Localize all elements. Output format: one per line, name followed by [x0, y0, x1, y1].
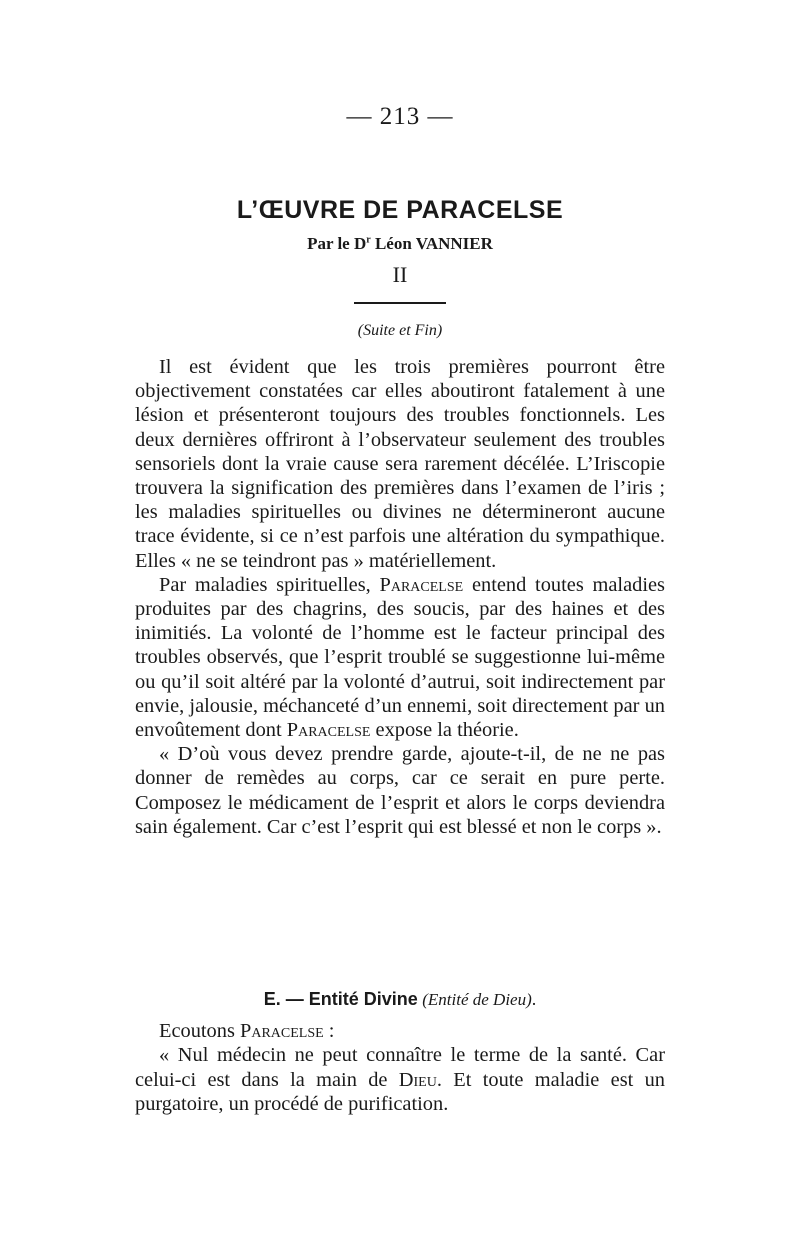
paragraph-4-b: : [323, 1020, 335, 1042]
main-text [135, 355, 665, 839]
continued-note: (Suite et Fin) [357, 322, 443, 339]
paragraph-2 [135, 573, 665, 742]
author-line [0, 234, 800, 254]
part-number: II [392, 262, 408, 287]
paragraph-4 [135, 1019, 665, 1043]
paracelse-name: Paracelse [240, 1020, 324, 1042]
author-prefix-sup: r [366, 234, 371, 246]
paragraph-5-a: « Nul médecin ne peut connaître le terme de la santé. Car celui-ci est dans la main de [135, 1044, 665, 1091]
section-text [135, 1019, 665, 1117]
paragraph-2-b: entend toutes maladies produites par des chagrins, des soucis, par des haines et des inimitiés. La volonté de l’homme est le facteur principal des troubles observés, que l’esprit troublé se suggestionne lui-même ou qu’il soit altéré par la volonté d’autrui, soit indirectement par envie, jalousie, méchanceté d’un ennemi, soit directement par un envoûtement dont [135, 573, 665, 742]
page-number: — 213 — [346, 103, 454, 130]
paragraph-5-b: . Et toute maladie est un purgatoire, un procédé de purification. [135, 1068, 666, 1116]
author-prefix: Par le D [307, 234, 367, 253]
paragraph-5 [135, 1043, 665, 1116]
paragraph-2-a: Par maladies spirituelles, [159, 573, 380, 596]
section-heading-end: . [531, 989, 537, 1009]
title-divider [354, 302, 446, 304]
paracelse-name: Paracelse [379, 573, 464, 596]
paragraph-4-a: Ecoutons [159, 1020, 240, 1042]
paragraph-3: « D’où vous devez prendre garde, ajoute-t-il, de ne ne pas donner de remèdes au corps, car ce serait en pure perte. Composez le médicament de l’esprit et alors le corps deviendra sain également. Car c’est l’esprit qui est blessé et non le corps ». [135, 743, 665, 838]
paragraph-1: Il est évident que les trois premières pourront être objectivement constatées car elles aboutiront fatalement à une lésion et présenteront toujours des troubles fonctionnels. Les deux dernières offriront à l’observateur seulement des troubles sensoriels dont la vraie cause sera rarement décélée. L’Iriscopie trouvera la signification des premières dans l’examen de l’iris ; les maladies spirituelles ou divines ne détermineront aucune trace évidente, si ce n’est parfois une altération du sympathique. Elles « ne se teindront pas » matériellement. [135, 356, 665, 572]
dieu-name: Dieu [398, 1068, 437, 1091]
author-first-name: Léon [374, 234, 412, 253]
paracelse-name: Paracelse [286, 719, 371, 742]
section-heading [0, 989, 800, 1010]
section-heading-lead: E. — Entité Divine [263, 989, 418, 1009]
section-heading-paren: (Entité de Dieu) [422, 990, 532, 1009]
paragraph-2-c: expose la théorie. [370, 719, 519, 742]
author-surname: VANNIER [415, 234, 493, 253]
article-title: L’ŒUVRE DE PARACELSE [236, 196, 564, 224]
